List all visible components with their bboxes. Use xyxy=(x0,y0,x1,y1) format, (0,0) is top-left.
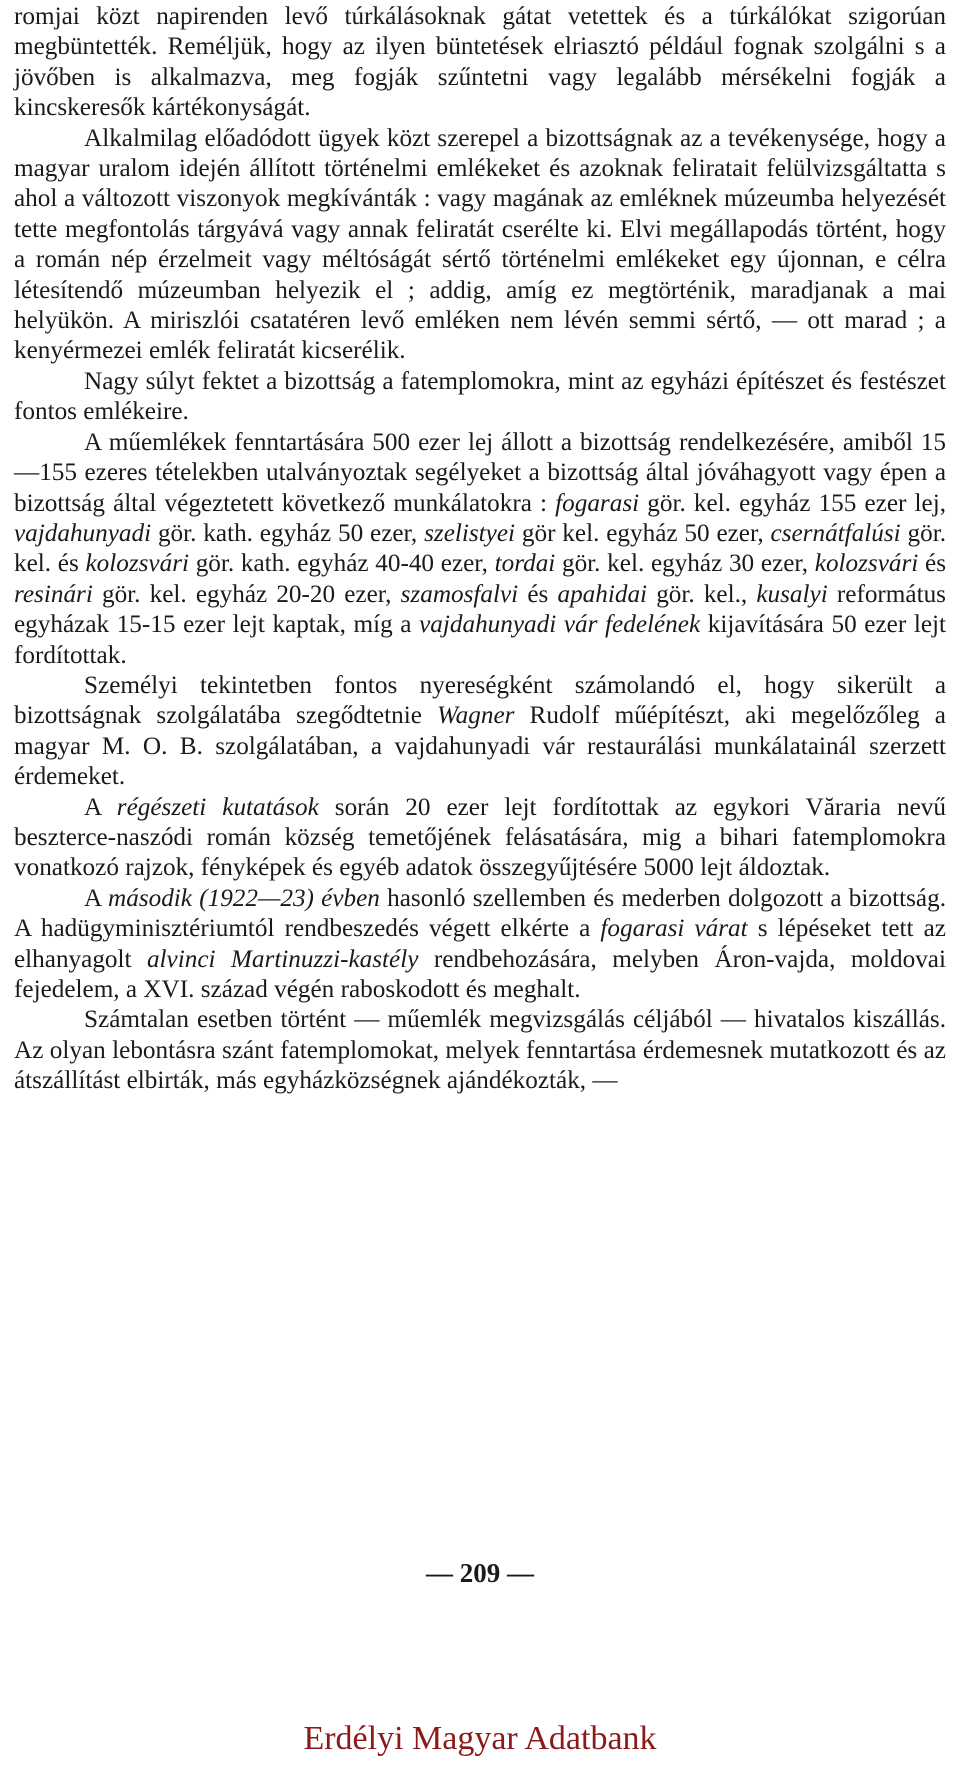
italic-text: fogarasi xyxy=(555,489,640,517)
paragraph xyxy=(14,367,946,428)
text-run: kijavítására 50 ezer lejt fordítottak. xyxy=(14,611,947,669)
italic-text: szelistyei xyxy=(424,519,516,547)
text-run: romjai közt napirenden levő túrkálásoknak gátat vetettek és a túrkálókat szigorúan megbüntették. Reméljük, hogy az ilyen büntetések elriasztó például fognak szolgálni s a jövőben is alkalmazva, meg fogják szűntetni vagy legalább mérsékelni fogják a kincskeresők kártékonyságát. xyxy=(14,3,946,122)
italic-text: kolozsvári xyxy=(814,550,919,578)
text-run: református egyházak 15-15 ezer lejt kaptak, míg a xyxy=(14,580,946,639)
paragraph xyxy=(14,793,946,884)
page-text xyxy=(14,2,946,1097)
footer-watermark: Erdélyi Magyar Adatbank xyxy=(303,1720,657,1757)
text-run: és xyxy=(518,580,558,608)
text-run: s lépéseket tett az elhanyagolt xyxy=(14,915,946,973)
text-run: Nagy súlyt fektet a bizottság a fatemplomokra, mint az egyházi építészet és festészet fontos emlékeire. xyxy=(14,367,946,426)
italic-text: apahidai xyxy=(557,580,648,608)
italic-text: kusalyi xyxy=(756,580,828,608)
text-run: gör. kath. egyház 40-40 ezer, xyxy=(189,550,495,578)
paragraph xyxy=(14,2,946,124)
text-run: és xyxy=(918,550,946,578)
italic-text: szamosfalvi xyxy=(400,580,519,608)
text-run: hasonló szellemben és mederben dolgozott a bizottság. A hadügyminisztériumtól rendbeszedés végett elkérte a xyxy=(14,884,946,943)
italic-text: resinári xyxy=(14,580,93,608)
italic-text: régészeti kutatások xyxy=(116,793,319,821)
italic-text: vajdahunyadi xyxy=(14,519,152,547)
paragraph xyxy=(14,124,946,367)
text-run: Alkalmilag előadódott ügyek közt szerepel a bizottságnak az a tevékenysége, hogy a magyar uralom idején állított történelmi emlékeket és azoknak feliratait felülvizsgáltatta s ahol a változott viszonyok megkívánták : vagy magának az emléknek múzeumba helyezését tette megfontolás tárgyává vagy annak feliratát cserélte ki. Elvi megállapodás történt, hogy a román nép érzelmeit vagy méltóságát sértő történelmi emlékeket egy újonnan, e célra létesítendő múzeumban helyezik el ; addig, amíg ez megtörténik, maradjanak a mai helyükön. A miriszlói csatatéren levő emléken nem lévén semmi sértő, — ott marad ; a kenyérmezei emlék feliratát kicserélik. xyxy=(14,124,946,365)
text-run: gör. kel. egyház 30 ezer, xyxy=(555,550,815,578)
text-run: során 20 ezer lejt fordítottak az egykori Văraria nevű beszterce-naszódi román község temetőjének felásatására, mig a bihari fatemplomokra vonatkozó rajzok, fényképek és egyéb adatok összegyűjtésére 5000 lejt áldoztak. xyxy=(14,793,946,882)
text-run: Személyi tekintetben fontos nyereségként számolandó el, hogy sikerült a bizottságnak szolgálatába szegődtetnie xyxy=(14,671,946,730)
text-run: A xyxy=(84,884,109,912)
italic-text: fogarasi várat xyxy=(600,915,748,943)
paragraph xyxy=(14,1005,946,1096)
italic-text: vajdahunyadi vár fedelének xyxy=(419,611,701,639)
paragraph xyxy=(14,671,946,793)
italic-text: csernátfalúsi xyxy=(770,519,901,547)
italic-text: alvinci Martinuzzi-kastély xyxy=(146,945,419,973)
text-run: Rudolf műépítészt, aki megelőzőleg a magyar M. O. B. szolgálatában, a vajdahunyadi vár restaurálási munkálatainál szerzett érdemeket. xyxy=(14,702,946,791)
text-run: Számtalan esetben történt — műemlék megvizsgálás céljából — hivatalos kiszállás. Az olyan lebontásra szánt fatemplomokat, melyek fenntartása érdemesnek mutatkozott és az átszállítást elbirták, más egyházközségnek ajándékozták, — xyxy=(14,1006,946,1095)
italic-text: második (1922—23) évben xyxy=(108,884,380,912)
page-number: — 209 — xyxy=(426,1558,534,1588)
text-run: A xyxy=(84,793,117,821)
text-run: gör kel. egyház 50 ezer, xyxy=(515,519,771,547)
italic-text: Wagner xyxy=(437,702,515,730)
text-run: gör. kel. és xyxy=(14,519,946,578)
italic-text: tordai xyxy=(494,550,556,578)
text-run: A műemlékek fenntartására 500 ezer lej állott a bizottság rendelkezésére, amiből 15—155 ezeres tételekben utalványoztak segélyeket a bizottság által jóváhagyott vagy épen a bizottság által végeztetett következő munkálatokra : xyxy=(14,428,946,517)
paragraph xyxy=(14,884,946,1006)
text-run: gör. kel. egyház 20-20 ezer, xyxy=(92,580,401,608)
paragraph xyxy=(14,428,946,671)
text-run: gör. kel., xyxy=(647,580,757,608)
italic-text: kolozsvári xyxy=(85,550,189,578)
text-run: rendbehozására, melyben Áron-vajda, moldovai fejedelem, a XVI. század végén raboskodott és meghalt. xyxy=(14,945,946,1003)
text-run: gör. kel. egyház 155 ezer lej, xyxy=(639,489,946,517)
text-run: gör. kath. egyház 50 ezer, xyxy=(151,519,425,547)
